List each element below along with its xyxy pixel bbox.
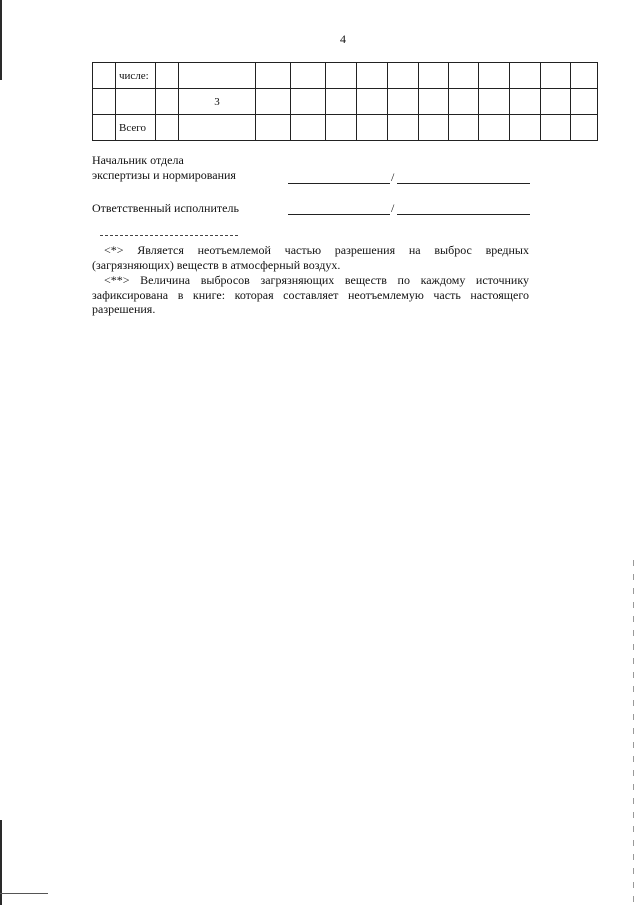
- executor-name-line: [397, 214, 530, 215]
- table-cell: [388, 89, 419, 115]
- emissions-table: [92, 62, 598, 141]
- table-cell: [479, 89, 510, 115]
- row-label: числе:: [116, 63, 156, 89]
- table-cell: [571, 89, 598, 115]
- table-cell: [326, 63, 357, 89]
- table-cell: [449, 89, 479, 115]
- table-cell: [291, 89, 326, 115]
- table-cell: [571, 115, 598, 141]
- department-head-subtitle: экспертизы и нормирования: [92, 168, 236, 182]
- table-cell: [510, 63, 541, 89]
- table-cell: [357, 63, 388, 89]
- table-cell: [571, 63, 598, 89]
- table-cell: [93, 63, 116, 89]
- page-number: 4: [340, 32, 346, 46]
- table-cell: [93, 115, 116, 141]
- executor-label: Ответственный исполнитель: [92, 201, 239, 215]
- row-label: Всего: [116, 115, 156, 141]
- footnote-1: <*> Является неотъемлемой частью разрешения на выброс вредных (загрязняющих) веществ в атмосферный воздух.: [92, 243, 529, 272]
- table-cell: [156, 89, 179, 115]
- head-signature-separator: /: [391, 170, 395, 184]
- table-row: [93, 115, 598, 141]
- table-cell: [419, 115, 449, 141]
- table-cell: [326, 89, 357, 115]
- head-name-line: [397, 183, 530, 184]
- scan-edge-left: [0, 0, 2, 80]
- table-cell: [357, 89, 388, 115]
- row-value: [179, 63, 256, 89]
- table-cell: [479, 115, 510, 141]
- table-cell: [449, 115, 479, 141]
- table-cell: [156, 63, 179, 89]
- table-cell: [256, 63, 291, 89]
- table-cell: [541, 63, 571, 89]
- footnote-2: <**> Величина выбросов загрязняющих веществ по каждому источнику зафиксирована в книге: которая составляет неотъемлемую часть настоящего разрешения.: [92, 273, 529, 316]
- table-cell: [541, 89, 571, 115]
- table-cell: [156, 115, 179, 141]
- table-cell: [256, 115, 291, 141]
- table-row: [93, 89, 598, 115]
- table-cell: [388, 63, 419, 89]
- table-cell: [479, 63, 510, 89]
- table-cell: [291, 115, 326, 141]
- table-cell: [541, 115, 571, 141]
- table-cell: [510, 89, 541, 115]
- table-cell: [419, 89, 449, 115]
- head-signature-line: [288, 183, 390, 184]
- table-cell: [510, 115, 541, 141]
- scan-edge-right: [633, 560, 634, 905]
- executor-signature-separator: /: [391, 201, 395, 215]
- table-row: [93, 63, 598, 89]
- row-label: [116, 89, 156, 115]
- table-cell: [93, 89, 116, 115]
- executor-signature-line: [288, 214, 390, 215]
- table-cell: [419, 63, 449, 89]
- department-head-label: [92, 153, 236, 183]
- row-value: 3: [179, 89, 256, 115]
- footnote-divider: [100, 235, 238, 236]
- row-value: [179, 115, 256, 141]
- table-cell: [357, 115, 388, 141]
- table-cell: [449, 63, 479, 89]
- scan-edge-bottom: [0, 893, 48, 894]
- table-cell: [256, 89, 291, 115]
- table-cell: [388, 115, 419, 141]
- table-cell: [291, 63, 326, 89]
- table-cell: [326, 115, 357, 141]
- department-head-title: Начальник отдела: [92, 153, 184, 167]
